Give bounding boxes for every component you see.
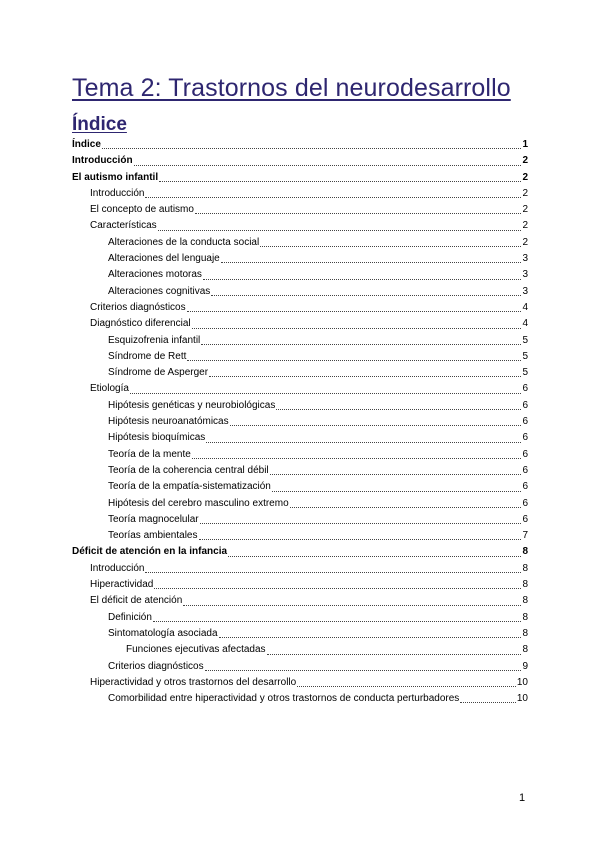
toc-entry-page: 8 xyxy=(522,579,528,591)
toc-entry-page: 7 xyxy=(522,530,528,542)
toc-entry-page: 9 xyxy=(522,660,528,672)
toc-dot-leader xyxy=(270,473,522,475)
toc-entry-page: 3 xyxy=(522,285,528,297)
page-number: 1 xyxy=(519,792,526,804)
toc-entry[interactable] xyxy=(72,430,528,446)
toc-dot-leader xyxy=(260,245,521,247)
toc-entry[interactable] xyxy=(72,593,528,609)
toc-entry-page: 2 xyxy=(522,155,528,167)
toc-entry-title: El déficit de atención xyxy=(90,595,183,607)
toc-dot-leader xyxy=(203,278,522,280)
toc-entry-page: 3 xyxy=(522,269,528,281)
toc-entry-title: Hiperactividad xyxy=(90,579,154,591)
toc-dot-leader xyxy=(134,164,522,166)
toc-entry-page: 5 xyxy=(522,334,528,346)
toc-entry[interactable] xyxy=(72,381,528,397)
toc-entry[interactable] xyxy=(72,300,528,316)
toc-dot-leader xyxy=(199,538,522,540)
toc-entry[interactable] xyxy=(72,561,528,577)
toc-dot-leader xyxy=(211,294,521,296)
toc-entry-title: Hiperactividad y otros trastornos del desarrollo xyxy=(90,676,297,688)
toc-entry-page: 2 xyxy=(522,187,528,199)
toc-entry-title: Etiología xyxy=(90,383,129,395)
toc-entry[interactable] xyxy=(72,365,528,381)
toc-entry-page: 10 xyxy=(516,676,528,688)
toc-entry-title: Hipótesis del cerebro masculino extremo xyxy=(108,497,289,509)
toc-dot-leader xyxy=(192,327,522,329)
toc-entry-page: 6 xyxy=(522,464,528,476)
toc-entry-page: 10 xyxy=(516,693,528,705)
toc-entry-page: 6 xyxy=(522,513,528,525)
toc-dot-leader xyxy=(219,636,522,638)
toc-entry-title: Alteraciones cognitivas xyxy=(108,285,211,297)
toc-entry-page: 8 xyxy=(522,627,528,639)
toc-dot-leader xyxy=(272,490,522,492)
toc-entry[interactable] xyxy=(72,447,528,463)
toc-dot-leader xyxy=(192,457,522,459)
toc-entry-page: 8 xyxy=(522,546,528,558)
toc-entry-title: Criterios diagnósticos xyxy=(108,660,204,672)
toc-entry-page: 4 xyxy=(522,318,528,330)
toc-entry[interactable] xyxy=(72,333,528,349)
toc-entry-title: Hipótesis neuroanatómicas xyxy=(108,416,229,428)
toc-entry-title: Teoría de la coherencia central débil xyxy=(108,464,269,476)
toc-entry[interactable] xyxy=(72,659,528,675)
toc-entry[interactable] xyxy=(72,496,528,512)
toc-entry[interactable] xyxy=(72,512,528,528)
toc-dot-leader xyxy=(159,180,521,182)
toc-entry-title: Definición xyxy=(108,611,152,623)
toc-entry-page: 6 xyxy=(522,432,528,444)
toc-entry[interactable] xyxy=(72,218,528,234)
toc-entry-title: Alteraciones de la conducta social xyxy=(108,236,260,248)
toc-dot-leader xyxy=(221,261,522,263)
toc-dot-leader xyxy=(209,375,521,377)
toc-entry-page: 6 xyxy=(522,383,528,395)
toc-dot-leader xyxy=(460,701,516,703)
toc-entry-title: Síndrome de Asperger xyxy=(108,367,209,379)
toc-entry[interactable] xyxy=(72,251,528,267)
toc-dot-leader xyxy=(297,685,516,687)
toc-entry-title: Esquizofrenia infantil xyxy=(108,334,201,346)
toc-entry[interactable] xyxy=(72,577,528,593)
toc-entry[interactable] xyxy=(72,284,528,300)
toc-entry-title: El concepto de autismo xyxy=(90,204,194,216)
toc-dot-leader xyxy=(267,653,522,655)
toc-entry-title: Índice xyxy=(72,139,101,150)
toc-entry-title: El autismo infantil xyxy=(72,171,159,183)
toc-dot-leader xyxy=(276,408,521,410)
toc-dot-leader xyxy=(187,359,521,361)
toc-entry-title: Comorbilidad entre hiperactividad y otros trastornos de conducta perturbadores xyxy=(108,693,460,705)
toc-entry-title: Teoría magnocelular xyxy=(108,513,199,525)
toc-entry[interactable] xyxy=(72,675,528,691)
toc-entry[interactable] xyxy=(72,186,528,202)
toc-entry[interactable] xyxy=(72,642,528,658)
toc-entry-title: Introducción xyxy=(72,155,133,167)
toc-entry-title: Síndrome de Rett xyxy=(108,350,187,362)
toc-dot-leader xyxy=(145,196,521,198)
toc-entry[interactable] xyxy=(72,691,528,707)
toc-dot-leader xyxy=(154,587,521,589)
toc-entry[interactable] xyxy=(72,414,528,430)
toc-entry-title: Criterios diagnósticos xyxy=(90,301,186,313)
toc-entry[interactable] xyxy=(72,528,528,544)
toc-entry[interactable] xyxy=(72,463,528,479)
index-heading: Índice xyxy=(72,114,127,135)
toc-entry-page: 2 xyxy=(522,220,528,232)
table-of-contents xyxy=(72,137,528,707)
toc-entry-page: 6 xyxy=(522,416,528,428)
toc-entry-page: 4 xyxy=(522,301,528,313)
toc-dot-leader xyxy=(187,310,522,312)
toc-entry[interactable] xyxy=(72,235,528,251)
toc-entry-page: 8 xyxy=(522,611,528,623)
toc-entry-title: Introducción xyxy=(90,562,145,574)
toc-entry-title: Alteraciones motoras xyxy=(108,269,202,281)
toc-entry[interactable] xyxy=(72,610,528,626)
toc-entry-title: Déficit de atención en la infancia xyxy=(72,546,228,558)
toc-entry-title: Sintomatología asociada xyxy=(108,627,218,639)
toc-entry[interactable] xyxy=(72,398,528,414)
toc-entry[interactable] xyxy=(72,267,528,283)
toc-dot-leader xyxy=(228,555,521,557)
toc-dot-leader xyxy=(158,229,522,231)
toc-dot-leader xyxy=(230,424,522,426)
toc-entry-page: 8 xyxy=(522,644,528,656)
toc-dot-leader xyxy=(201,343,521,345)
toc-dot-leader xyxy=(206,441,521,443)
toc-entry-title: Alteraciones del lenguaje xyxy=(108,253,220,265)
toc-entry-page: 2 xyxy=(522,171,528,183)
toc-entry[interactable] xyxy=(72,626,528,642)
toc-entry-title: Teoría de la mente xyxy=(108,448,191,460)
toc-entry-title: Teoría de la empatía-sistematización xyxy=(108,481,271,493)
toc-dot-leader xyxy=(145,571,521,573)
toc-entry[interactable] xyxy=(72,316,528,332)
toc-entry-title: Teorías ambientales xyxy=(108,530,198,542)
toc-dot-leader xyxy=(205,669,522,671)
toc-entry-page: 2 xyxy=(522,236,528,248)
toc-entry-title: Hipótesis genéticas y neurobiológicas xyxy=(108,399,276,411)
toc-entry[interactable] xyxy=(72,544,528,560)
toc-dot-leader xyxy=(195,212,521,214)
toc-entry-title: Diagnóstico diferencial xyxy=(90,318,191,330)
toc-entry-page: 6 xyxy=(522,399,528,411)
toc-entry-page: 8 xyxy=(522,595,528,607)
toc-entry-title: Hipótesis bioquímicas xyxy=(108,432,206,444)
toc-entry[interactable] xyxy=(72,202,528,218)
toc-entry[interactable] xyxy=(72,479,528,495)
toc-dot-leader xyxy=(200,522,522,524)
toc-dot-leader xyxy=(183,604,521,606)
document-title: Tema 2: Trastornos del neurodesarrollo xyxy=(72,74,511,102)
toc-entry-page: 5 xyxy=(522,350,528,362)
toc-entry[interactable] xyxy=(72,137,528,153)
toc-dot-leader xyxy=(153,620,522,622)
toc-entry-page: 6 xyxy=(522,497,528,509)
toc-entry[interactable] xyxy=(72,349,528,365)
toc-entry[interactable] xyxy=(72,170,528,186)
toc-entry-title: Introducción xyxy=(90,187,145,199)
toc-entry-page: 8 xyxy=(522,562,528,574)
toc-entry[interactable] xyxy=(72,153,528,169)
toc-entry-page: 6 xyxy=(522,448,528,460)
toc-dot-leader xyxy=(102,147,522,149)
toc-entry-page: 2 xyxy=(522,204,528,216)
toc-entry-page: 3 xyxy=(522,253,528,265)
toc-entry-title: Características xyxy=(90,220,157,232)
toc-entry-title: Funciones ejecutivas afectadas xyxy=(126,644,266,656)
toc-dot-leader xyxy=(130,392,522,394)
toc-entry-page: 6 xyxy=(522,481,528,493)
toc-dot-leader xyxy=(290,506,522,508)
toc-entry-page: 5 xyxy=(522,367,528,379)
toc-entry-page: 1 xyxy=(522,139,528,150)
